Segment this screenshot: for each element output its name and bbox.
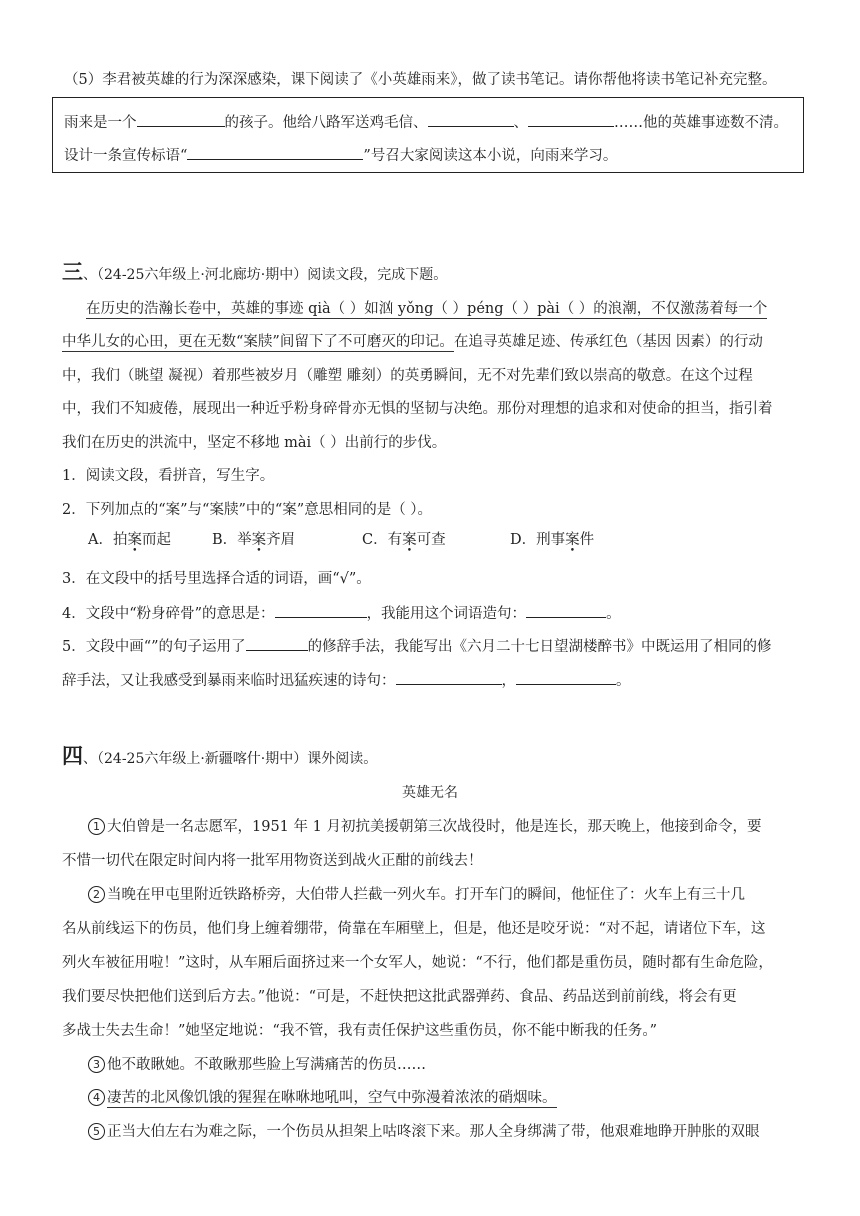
question-2: 2．下列加点的“案”与“案牍”中的“案”意思相同的是（ ）。 — [62, 502, 433, 518]
option-text: 而起 — [141, 532, 171, 548]
q5-prompt: （5）李君被英雄的行为深深感染，课下阅读了《小英雄雨来》，做了读书笔记。请你帮他将读书笔记补充完整。 — [64, 72, 777, 88]
option-d[interactable] — [510, 530, 594, 550]
answer-blank[interactable] — [275, 603, 367, 618]
section-4-heading — [62, 740, 377, 770]
question-text: 5．文段中画“ — [62, 639, 152, 655]
section-title: 、（24-25六年级上·新疆喀什·期中）课外阅读。 — [83, 751, 378, 767]
paragraph-number: 5 — [88, 1123, 105, 1140]
slogan-blank[interactable] — [187, 145, 363, 160]
paragraph-2-line-4: 我们要尽快把他们送到后方去。”他说：“可是，不赶快把这批武器弹药、食品、药品送到前前线，将会有更 — [62, 989, 737, 1005]
question-1: 1．阅读文段，看拼音，写生字。 — [62, 468, 275, 484]
section-title: 、（24-25六年级上·河北廊坊·期中）阅读文段，完成下题。 — [83, 267, 448, 283]
paragraph-2-line-1 — [88, 885, 745, 905]
passage-line-2 — [62, 332, 763, 352]
underlined-sentence: 在历史的浩瀚长卷中，英雄的事迹 qià（ ）如汹 yǒng（ ）péng（ ）pài（ ）的浪潮，不仅激荡着每一个 — [86, 301, 768, 317]
question-text: ， — [501, 673, 516, 689]
story-title: 英雄无名 — [402, 785, 458, 801]
underlined-sentence: 凄苦的北风像饥饿的猩猩在咻咻地吼叫，空气中弥漫着浓浓的硝烟味。 — [107, 1090, 557, 1106]
question-text: ”的句子运用了 — [151, 639, 246, 655]
question-4 — [62, 603, 621, 624]
option-c[interactable] — [362, 530, 446, 550]
option-text: D．刑事 — [510, 532, 566, 548]
dotted-char: 案 — [402, 532, 417, 548]
option-a[interactable] — [88, 530, 171, 550]
question-3: 3．在文段中的括号里选择合适的词语，画“√”。 — [62, 571, 371, 587]
answer-blank[interactable] — [516, 670, 616, 685]
notes-text: 设计一条宣传标语“ — [64, 148, 188, 164]
section-3-heading — [62, 256, 447, 286]
option-b[interactable] — [212, 530, 295, 550]
section-number: 三 — [62, 259, 83, 284]
paragraph-number: 1 — [88, 818, 105, 835]
question-text: ，我能用这个词语造句： — [366, 606, 527, 622]
notes-text: 、 — [513, 115, 528, 131]
paragraph-text: 他不敢瞅她。不敢瞅那些脸上写满痛苦的伤员…… — [107, 1057, 426, 1073]
answer-blank[interactable] — [246, 636, 308, 651]
question-5 — [62, 636, 772, 657]
passage-line-4: 中，我们不知疲倦，展现出一种近乎粉身碎骨亦无惧的坚韧与决绝。那份对理想的追求和对使命的担当，指引着 — [62, 401, 773, 417]
section-number: 四 — [62, 743, 83, 768]
answer-blank[interactable] — [137, 112, 225, 127]
question-text: 的修辞手法，我能写出《六月二十七日望湖楼醉书》中既运用了相同的修 — [307, 639, 772, 655]
notes-line-2 — [64, 145, 617, 166]
paragraph-5 — [88, 1122, 760, 1142]
option-text: C．有 — [362, 532, 403, 548]
notes-text: ……他的英雄事迹数不清。 — [614, 115, 788, 131]
paragraph-number: 2 — [88, 886, 105, 903]
question-5-cont — [62, 670, 631, 691]
option-text: A．拍 — [88, 532, 128, 548]
answer-blank[interactable] — [428, 112, 514, 127]
notes-text: ”号召大家阅读这本小说，向雨来学习。 — [363, 148, 618, 164]
paragraph-text: 当晚在甲屯里附近铁路桥旁，大伯带人拦截一列火车。打开车门的瞬间，他怔住了：火车上有三十几 — [107, 887, 745, 903]
passage-text: 在追寻英雄足迹、传承红色（基因 因素）的行动 — [453, 334, 763, 350]
option-text: 可查 — [416, 532, 446, 548]
paragraph-text: 正当大伯左右为难之际，一个伤员从担架上咕咚滚下来。那人全身绑满了带，他艰难地睁开肿胀的双眼 — [107, 1124, 760, 1140]
paragraph-3 — [88, 1055, 426, 1075]
answer-blank[interactable] — [526, 603, 606, 618]
dotted-char: 案 — [565, 532, 580, 548]
option-text: B．举 — [212, 532, 252, 548]
question-text: 4．文段中“粉身碎骨”的意思是： — [62, 606, 275, 622]
paragraph-text: 大伯曾是一名志愿军，1951 年 1 月初抗美援朝第三次战役时，他是连长，那天晚上，他接到命令，要 — [107, 819, 762, 835]
question-text: 辞手法，又让我感受到暴雨来临时迅猛疾速的诗句： — [62, 673, 396, 689]
answer-blank[interactable] — [528, 112, 614, 127]
notes-text: 雨来是一个 — [64, 115, 137, 131]
passage-line-3: 中，我们（眺望 凝视）着那些被岁月（雕塑 雕刻）的英勇瞬间，无不对先辈们致以崇高的敬意。在这个过程 — [62, 368, 753, 384]
paragraph-2-line-5: 多战士失去生命！”她坚定地说：“我不管，我有责任保护这些重伤员，你不能中断我的任务。” — [62, 1023, 657, 1039]
passage-line-5: 我们在历史的洪流中，坚定不移地 mài（ ）出前行的步伐。 — [62, 435, 447, 451]
paragraph-1-line-1 — [88, 817, 761, 837]
paragraph-2-line-3: 列火车被征用啦！”这时，从车厢后面挤过来一个女军人，她说：“不行，他们都是重伤员，随时都有生命危险， — [62, 955, 773, 971]
passage-line-1 — [86, 299, 767, 319]
paragraph-1-line-2: 不惜一切代在限定时间内将一批军用物资送到战火正酣的前线去！ — [62, 853, 483, 869]
dotted-char: 案 — [127, 532, 142, 548]
paragraph-number: 4 — [88, 1089, 105, 1106]
paragraph-number: 3 — [88, 1056, 105, 1073]
notes-line-1 — [64, 112, 788, 133]
option-text: 齐眉 — [266, 532, 296, 548]
question-text: 。 — [606, 606, 621, 622]
option-text: 件 — [579, 532, 595, 548]
dotted-char: 案 — [251, 532, 267, 548]
underlined-sentence: 中华儿女的心田，更在无数“案牍”间留下了不可磨灭的印记。 — [62, 334, 454, 350]
paragraph-2-line-2: 名从前线运下的伤员，他们身上缠着绷带，倚靠在车厢壁上，但是，他还是咬牙说：“对不起，请诸位下车，这 — [62, 921, 766, 937]
notes-text: 的孩子。他给八路军送鸡毛信、 — [224, 115, 428, 131]
question-text: 。 — [616, 673, 631, 689]
answer-blank[interactable] — [396, 670, 502, 685]
paragraph-4 — [88, 1088, 557, 1108]
